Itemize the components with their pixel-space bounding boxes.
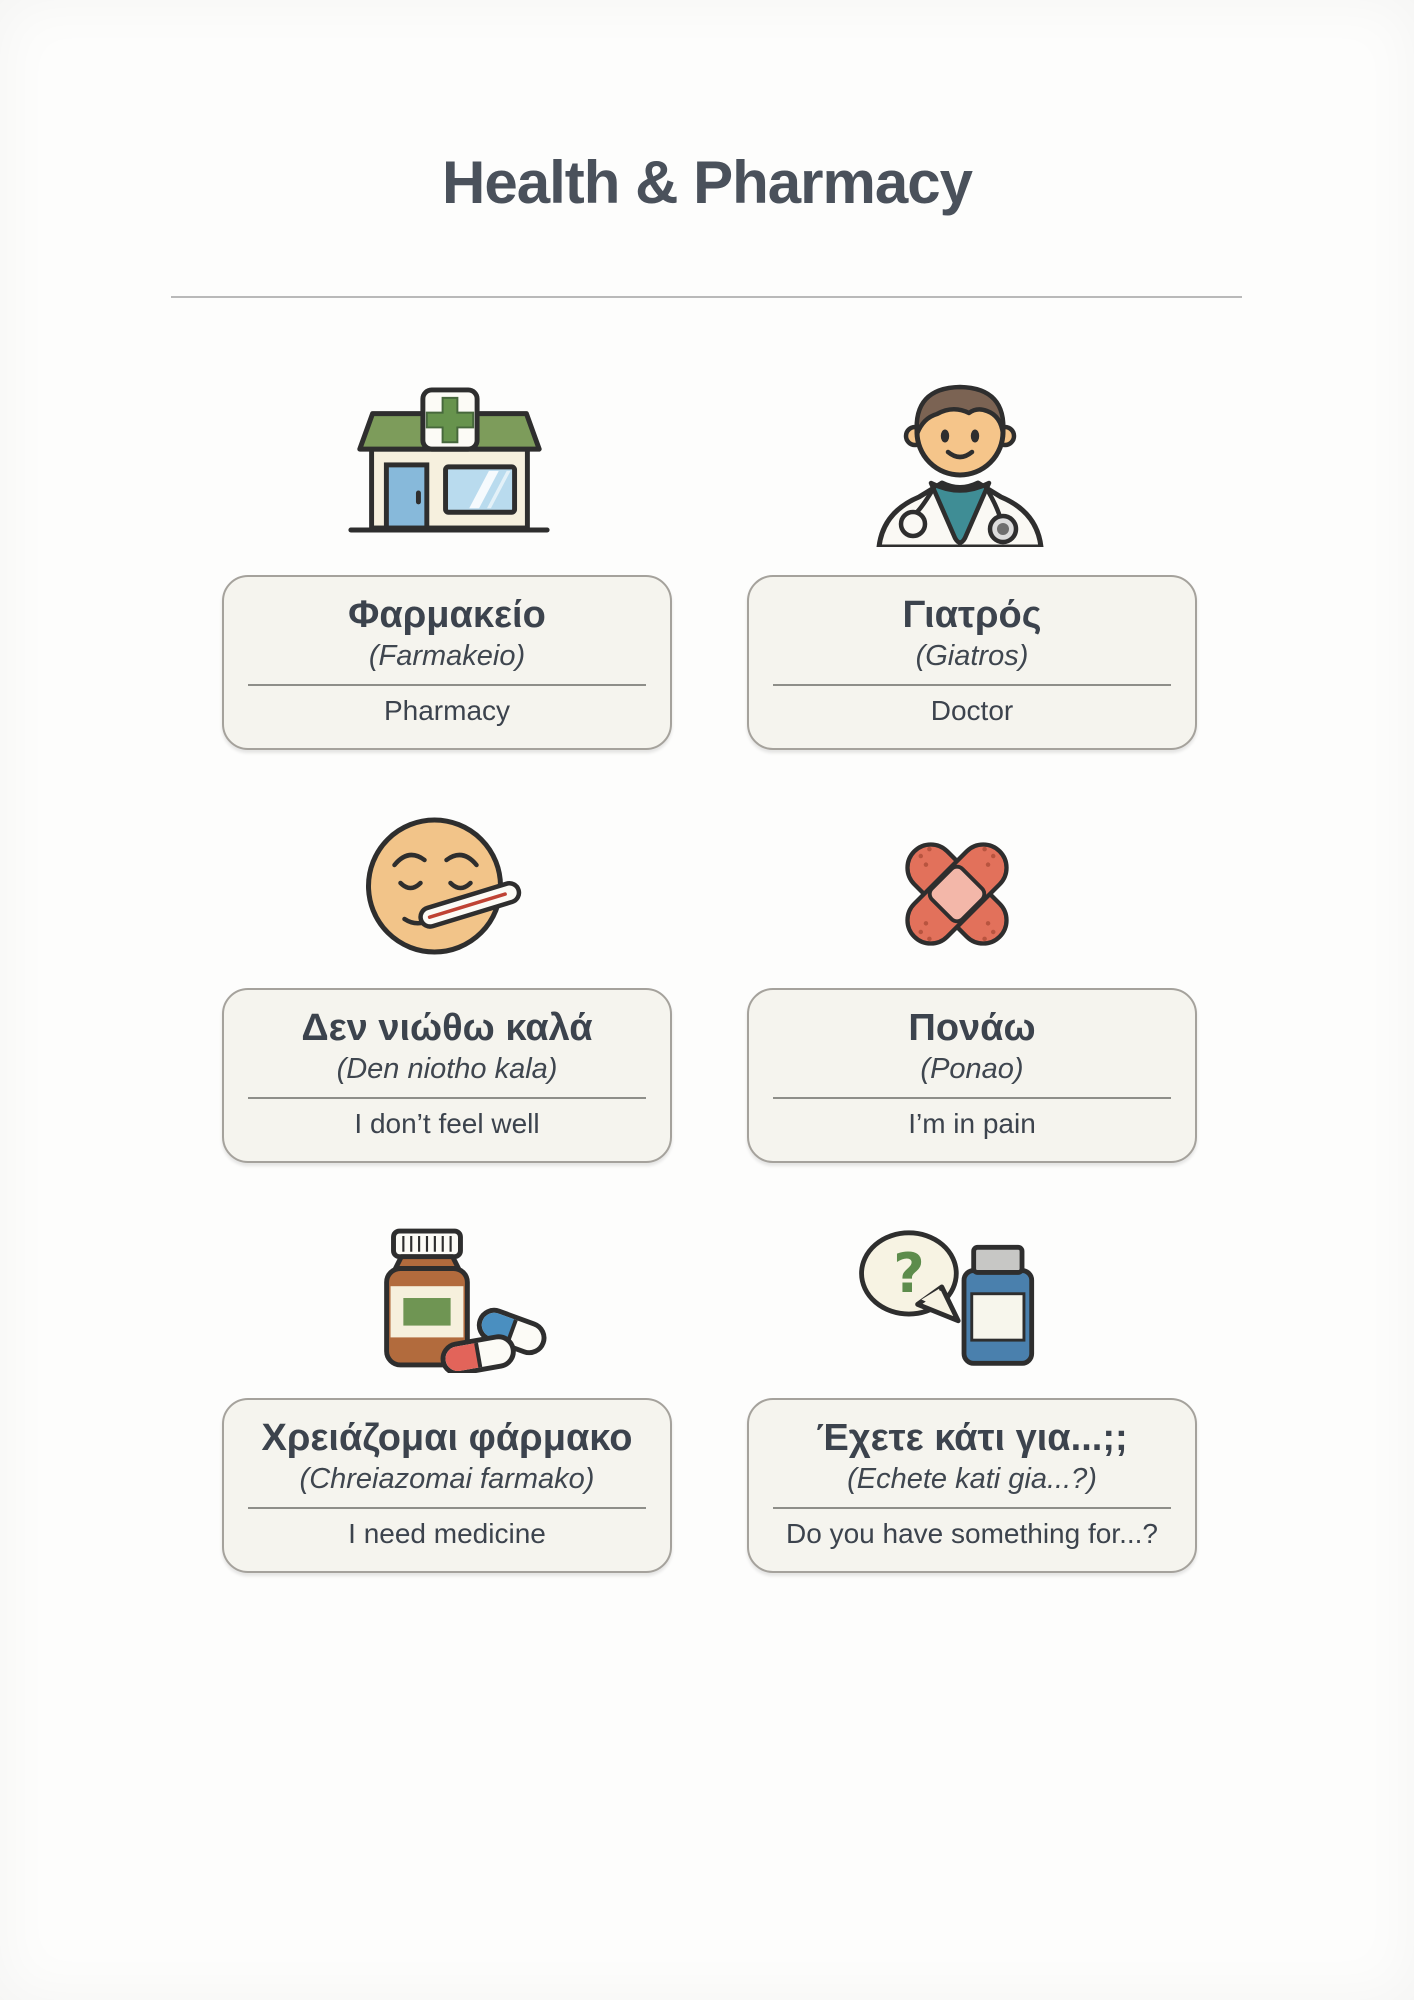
pharmacy-store-icon xyxy=(343,380,555,536)
card-divider xyxy=(773,1507,1171,1509)
phrase-card-doctor xyxy=(747,575,1197,750)
medicine-bottle-pills-icon xyxy=(362,1225,554,1373)
phrase-card-need-medicine xyxy=(222,1398,672,1573)
english-translation: I’m in pain xyxy=(908,1107,1036,1139)
transliteration: (Chreiazomai farmako) xyxy=(299,1462,595,1495)
svg-text:?: ? xyxy=(893,1241,925,1305)
english-translation: Pharmacy xyxy=(383,694,511,726)
question-bubble-medicine-icon xyxy=(855,1228,1045,1373)
doctor-icon xyxy=(865,372,1055,547)
greek-phrase: Γιατρός xyxy=(902,594,1042,636)
greek-phrase: Φαρμακείο xyxy=(348,594,546,636)
crossed-bandages-icon xyxy=(888,825,1026,963)
phrase-card-in-pain xyxy=(747,988,1197,1163)
transliteration: (Den niotho kala) xyxy=(336,1052,558,1085)
transliteration: (Giatros) xyxy=(915,639,1029,672)
english-translation: Do you have something for...? xyxy=(786,1517,1158,1549)
english-translation: Doctor xyxy=(930,694,1014,726)
english-translation: I don’t feel well xyxy=(354,1107,540,1139)
english-translation: I need medicine xyxy=(348,1517,546,1549)
medicine-bottle-graphic xyxy=(362,1225,554,1373)
question-bubble-graphic xyxy=(855,1228,1045,1373)
greek-phrase: Πονάω xyxy=(908,1007,1036,1049)
greek-phrase: Δεν νιώθω καλά xyxy=(301,1007,593,1049)
greek-phrase: Έχετε κάτι για...;; xyxy=(816,1417,1128,1459)
card-divider xyxy=(773,684,1171,686)
greek-phrase: Χρειάζομαι φάρμακο xyxy=(261,1417,633,1459)
phrase-card-have-something-for xyxy=(747,1398,1197,1573)
transliteration: (Ponao) xyxy=(920,1052,1024,1085)
card-divider xyxy=(248,1097,646,1099)
card-divider xyxy=(248,1507,646,1509)
crossed-bandages-graphic xyxy=(888,825,1026,963)
card-divider xyxy=(248,684,646,686)
doctor-graphic xyxy=(865,372,1055,547)
pharmacy-store-graphic xyxy=(343,380,555,536)
phrase-card-dont-feel-well xyxy=(222,988,672,1163)
transliteration: (Echete kati gia...?) xyxy=(847,1462,1097,1495)
sick-face-graphic xyxy=(358,813,554,963)
transliteration: (Farmakeio) xyxy=(368,639,526,672)
page-title: Health & Pharmacy xyxy=(442,149,972,216)
phrase-card-pharmacy xyxy=(222,575,672,750)
title-divider xyxy=(171,296,1242,298)
sick-face-thermometer-icon xyxy=(358,813,554,963)
card-divider xyxy=(773,1097,1171,1099)
